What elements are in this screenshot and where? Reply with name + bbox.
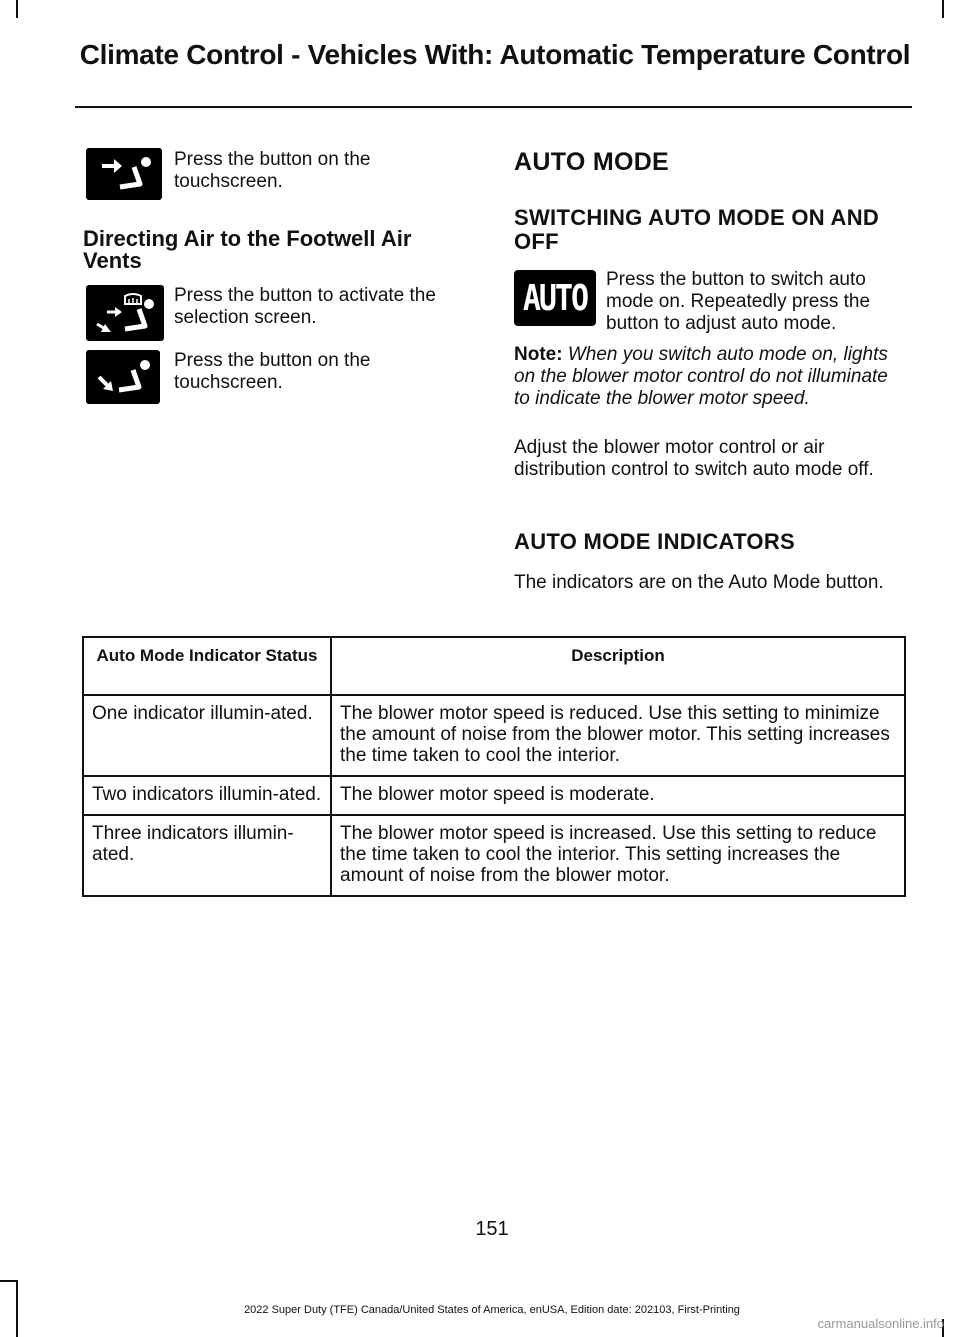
table-cell: One indicator illumin-ated.: [83, 695, 331, 776]
table-row: [83, 695, 905, 776]
table-row: [83, 776, 905, 815]
step-text: Press the button to activate the selection screen.: [174, 285, 436, 328]
subsection-heading: AUTO MODE INDICATORS: [514, 529, 796, 554]
table-row: [83, 815, 905, 896]
page-title: Climate Control - Vehicles With: Automatic Temperature Control: [79, 39, 911, 70]
note-body: When you switch auto mode on, lights on the blower motor control do not illuminate to indicate the blower motor speed.: [514, 344, 888, 409]
step-text: Press the button on the touchscreen.: [174, 149, 371, 192]
note-label: Note:: [514, 344, 563, 365]
column-header: Description: [331, 637, 905, 695]
table-cell: The blower motor speed is increased. Use this setting to reduce the time taken to cool the interior. This setting increases the amount of noise from the blower motor.: [331, 815, 905, 896]
subsection-heading: SWITCHING AUTO MODE ON AND OFF: [514, 205, 880, 254]
indicators-text: The indicators are on the Auto Mode button.: [514, 572, 884, 593]
watermark: carmanualsonline.info: [817, 1316, 944, 1331]
defrost-footwell-icon: [86, 285, 164, 341]
table-cell: The blower motor speed is moderate.: [331, 776, 905, 815]
adjust-text: Adjust the blower motor control or air distribution control to switch auto mode off.: [514, 437, 874, 480]
auto-icon-label: AUTO: [522, 277, 588, 319]
section-heading: Directing Air to the Footwell Air Vents: [83, 226, 412, 273]
footwell-arrow-icon: [86, 350, 160, 404]
table-cell: The blower motor speed is reduced. Use this setting to minimize the amount of noise from the blower motor. This setting increases the time taken to cool the interior.: [331, 695, 905, 776]
indicator-table: [82, 636, 906, 897]
crop-mark: [16, 0, 18, 18]
column-header: Auto Mode Indicator Status: [83, 637, 331, 695]
section-title: AUTO MODE: [514, 148, 670, 176]
crop-mark: [0, 1280, 18, 1282]
crop-mark: [942, 0, 944, 18]
seat-arrow-icon: [86, 148, 162, 200]
footer-text: 2022 Super Duty (TFE) Canada/United States of America, enUSA, Edition date: 202103, First-Printing: [244, 1304, 740, 1316]
page-number: 151: [475, 1218, 509, 1240]
auto-button-icon: [514, 270, 596, 326]
step-text: Press the button on the touchscreen.: [174, 350, 371, 393]
table-cell: Three indicators illumin-ated.: [83, 815, 331, 896]
table-header-row: [83, 637, 905, 695]
table-cell: Two indicators illumin-ated.: [83, 776, 331, 815]
auto-mode-text: Press the button to switch auto mode on. Repeatedly press the button to adjust auto mode.: [606, 269, 871, 334]
note: [514, 344, 904, 410]
title-divider: [75, 106, 912, 108]
